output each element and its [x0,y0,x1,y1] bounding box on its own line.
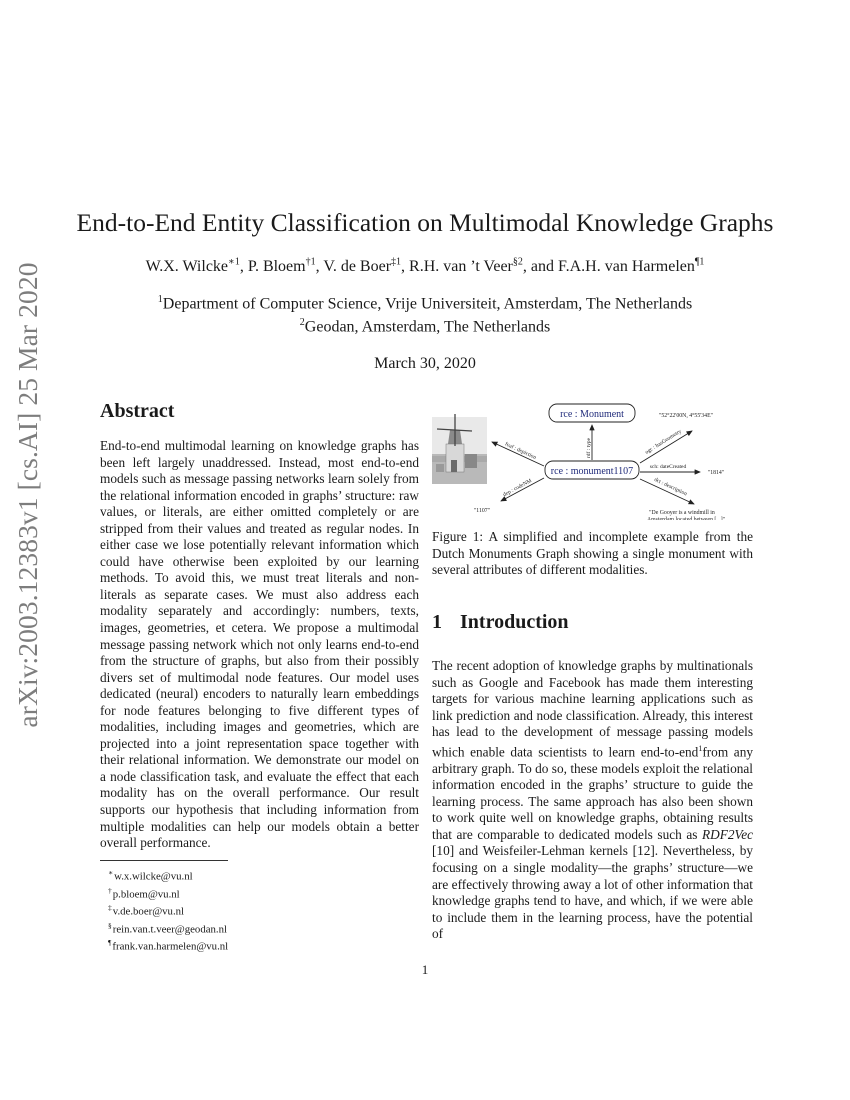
abstract-heading: Abstract [100,400,175,422]
literal-description: "De Gooyer is a windmill in [649,510,715,516]
introduction-body: The recent adoption of knowledge graphs by multinationals such as Google and Facebook has made them interesting targets for various machine learning applications such as link prediction and node classification. Already, this interest has lead to the development of message passing models which enable data scientists to learn end-to-end$^1$from any arbitrary graph. To do so, these models exploit the relational information encoded in the graphs’ structure to guide the learning process. The same approach has also been shown to work quite well on knowledge graphs, obtaining results that are comparable to dedicated models such as RDF2Vec [10] and Weisfeiler-Lehman kernels [12]. Nevertheless, by focusing on a single modality—the graphs’ structure—we are effectively throwing away a lot of other information that knowledge graphs tend to have, and which, if we were able to include them in the learning process, have the potential of [432,658,753,942]
author: P. Bloem$^{\dagger 1}$, [247,257,324,276]
author: V. de Boer$^{\ddagger 1}$, [323,257,410,276]
affiliation: $^2$Geodan, Amsterdam, The Netherlands [299,317,551,336]
svg-text:rce : monument1107: rce : monument1107 [550,466,634,477]
author: W.X. Wilcke$^{∗1}$, [145,257,248,276]
page-number: 1 [421,962,429,977]
footnote-email[interactable]: ∗w.x.wilcke@vu.nl [108,868,193,883]
footnotes [108,866,228,954]
affiliation: $^1$Department of Computer Science, Vrije Universiteit, Amsterdam, The Netherlands [157,294,693,313]
windmill-image [432,414,487,484]
figure-caption: Figure 1: A simplified and incomplete example from the Dutch Monuments Graph showing a single monument with several attributes of different modalities. [432,529,753,577]
footnote-email[interactable]: ¶frank.van.harmelen@vu.nl [108,938,229,953]
left-column [100,400,419,953]
svg-text:dct : description: dct : description [653,476,688,498]
svg-text:dep : codeNM: dep : codeNM [502,478,533,499]
affiliations [0,290,850,337]
svg-text:rce : Monument: rce : Monument [560,409,624,420]
paper-title: End-to-End Entity Classification on Multimodal Knowledge Graphs [76,208,774,237]
abstract-body: End-to-end multimodal learning on knowledge graphs has been left largely unaddressed. Instead, most end-to-end models such as message passing networks learn solely from the relational information encoded in graphs’ structure: raw values, or literals, are either omitted completely or are stripped from their values and treated as regular nodes. In either case we lose potentially relevant information which could have otherwise been exploited by our learning methods. To avoid this, we must treat literals and non-literals as separate cases. We must also address each modality separately and accordingly: numbers, texts, images, geometries, et cetera. We propose a multimodal message passing network which not only learns end-to-end from the structure of graphs, but also from their possibly divers set of multimodal node features. Our model uses dedicated (neural) encoders to naturally learn embeddings for node features belonging to five different types of modalities, including images and geometries, which are projected into a joint representation space together with their relational information. We demonstrate our model on a node classification task, and evaluate the effect that each modality has on the overall performance. Our result supports our hypothesis that including information from multiple modalities can help our models obtain a better overall performance. [100,438,419,851]
section-heading-introduction: 1 Introduction [432,611,569,633]
literal-description: Amsterdam located between [...]" [646,517,726,520]
footnote-email[interactable]: †p.bloem@vu.nl [108,885,180,901]
svg-text:rdf : type: rdf : type [586,437,592,459]
publication-date: March 30, 2020 [374,355,476,372]
svg-text:foaf : depiction: foaf : depiction [503,441,537,461]
literal-date: "1814" [707,470,725,476]
footnote-ref[interactable]: 1 [698,743,703,753]
author: R.H. van ’t Veer$^{\S 2}$, and [409,257,558,276]
literal-geometry: "52°22'00N, 4°55'34E" [659,413,713,419]
literal-code: "1107" [473,508,491,514]
svg-text:sch: dateCreated: sch: dateCreated [649,464,687,470]
node-entity-monument1107 [545,461,639,479]
figure-1-knowledge-graph [432,400,753,520]
footnote-divider [100,860,228,861]
footnote-email[interactable]: ‡v.de.boer@vu.nl [108,903,185,918]
author-list [0,257,850,276]
footnote-email[interactable]: §rein.van.t.veer@geodan.nl [108,920,228,936]
edge-ogc-hasgeometry [640,431,692,463]
svg-text:ogc : hasGeometry: ogc : hasGeometry [644,428,683,456]
author: F.A.H. van Harmelen$^{\P 1}$ [557,257,705,276]
arxiv-identifier-text: arXiv:2003.12383v1 [cs.AI] 25 Mar 2020 [12,262,43,728]
node-class-monument [549,404,635,422]
